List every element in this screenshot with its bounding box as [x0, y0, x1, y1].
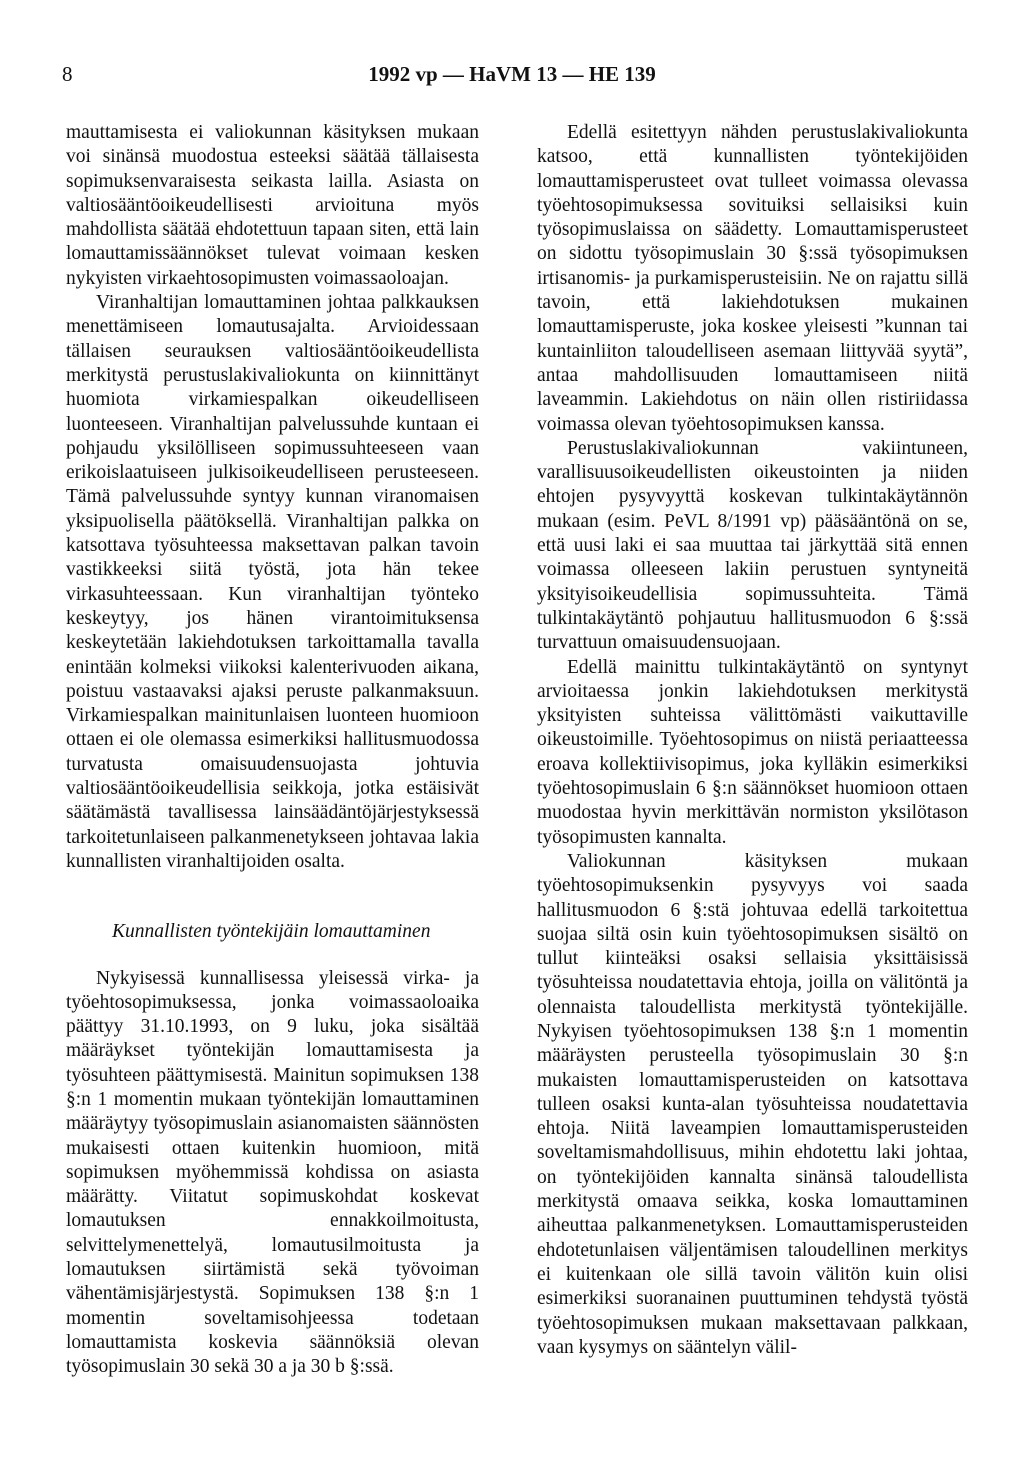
- paragraph: Edellä mainittu tulkintakäytäntö on syntynyt arvioitaessa jonkin lakiehdotuksen merkitystä yksityisten suhteissa välittömästi vaikuttaville oikeustoimille. Työehtosopimus on niistä periaatteessa eroava kollektiivisopimus, joka kylläkin esimerkiksi työehtosopimuslain 6 §:n säännökset huomioon ottaen muodostaa hyvin merkittävän normiston yksilötason työsopimusten kannalta.: [537, 656, 968, 848]
- paragraph: mauttamisesta ei valiokunnan käsityksen mukaan voi sinänsä muodostua esteeksi säätää tällaisesta sopimuksenvaraisesta seikasta lailla. Asiasta on valtiosääntöoikeudellisesti arvioituna myös mahdollista säätää ehdotettuun tapaan siten, että lain lomauttamissäännökset tulevat voimaan kesken nykyisten virkaehtosopimusten voimassaoloajan.: [66, 122, 479, 289]
- page-number: 8: [62, 62, 73, 86]
- left-column: [66, 121, 479, 1380]
- paragraph: Viranhaltijan lomauttaminen johtaa palkkauksen menettämiseen lomautusajalta. Arvioidessaan tällaisen seurauksen valtiosääntöoikeudellista merkitystä perustuslakivaliokunta on kiinnittänyt huomiota virkamiespalkan oikeudelliseen luonteeseen. Viranhaltijan palvelussuhde kuntaan ei pohjaudu yksilölliseen sopimussuhteeseen vaan erikoislaatuiseen julkisoikeudelliseen perusteeseen. Tämä palvelussuhde syntyy kunnan viranomaisen yksipuolisella päätöksellä. Viranhaltijan palkka on katsottava työsuhteessa maksettavan palkan tavoin vastikkeeksi siitä työstä, jota hän tekee virkasuhteessaan. Kun viranhaltijan työnteko keskeytyy, jos hänen virantoimituksensa keskeytetään lakiehdotuksen tarkoittamalla tavalla enintään kolmeksi viikoksi kalenterivuoden aikana, poistuu vastaavaksi ajaksi peruste palkanmaksuun. Virkamiespalkan mainitunlaisen luonteen huomioon ottaen ei ole olemassa esimerkiksi hallitusmuodossa turvatusta omaisuudensuojasta johtuvia valtiosääntöoikeudellisia seikkoja, jotka estäisivät säätämästä tavallisessa lainsäädäntöjärjestyksessä tarkoitetunlaiseen palkanmenetykseen johtavaa lakia kunnallisten viranhaltijoiden osalta.: [66, 292, 479, 872]
- paragraph: Nykyisessä kunnallisessa yleisessä virka- ja työehtosopimuksessa, jonka voimassaoloaika päättyy 31.10.1993, on 9 luku, joka sisältää määräykset työntekijän lomauttamisesta ja työsuhteen päättymisestä. Mainitun sopimuksen 138 §:n 1 momentin mukaan työntekijän lomauttaminen määräytyy työsopimuslain asianomaisten säännösten mukaisesti ottaen kuitenkin huomioon, mitä sopimuksen myöhemmissä kohdissa on asiasta määrätty. Viitatut sopimuskohdat koskevat lomautuksen ennakkoilmoitusta, selvittelymenettelyä, lomautusilmoitusta ja lomautuksen siirtämistä sekä työvoiman vähentämisjärjestystä. Sopimuksen 138 §:n 1 momentin soveltamisohjeessa todetaan lomauttamista koskevia säännöksiä olevan työsopimuslain 30 sekä 30 a ja 30 b §:ssä.: [66, 967, 479, 1378]
- paragraph: Edellä esitettyyn nähden perustuslakivaliokunta katsoo, että kunnallisten työntekijöiden lomauttamisperusteet ovat tulleet voimassa olevassa työehtosopimuksessa sovituiksi sellaisiksi kuin työsopimuslaissa on säädetty. Lomauttamisperusteet on sidottu työsopimuslain 30 §:ssä työsopimuksen irtisanomis- ja purkamisperusteisiin. Ne on rajattu sillä tavoin, että lakiehdotuksen mukainen lomauttamisperuste, joka koskee yleisesti ”kunnan tai kuntainliiton taloudelliseen asemaan liittyvää syytä”, antaa mahdollisuuden lomauttamiseen niitä laveammin. Lakiehdotus on näin ollen ristiriidassa voimassa olevan työehtosopimuksen kanssa.: [537, 122, 968, 435]
- running-header: 1992 vp — HaVM 13 — HE 139: [368, 62, 656, 86]
- paragraph: Perustuslakivaliokunnan vakiintuneen, varallisuusoikeudellisten oikeustointen ja niiden ehtojen pysyvyyttä koskevan tulkintakäytännön mukaan (esim. PeVL 8/1991 vp) pääsääntönä on se, että uusi laki ei saa muuttaa tai järkyttää sitä ennen voimassa olleeseen lakiin perustuen syntyneitä yksityisoikeudellisia sopimussuhteita. Tämä tulkintakäytäntö pohjautuu hallitusmuodon 6 §:ssä turvattuun omaisuudensuojaan.: [537, 437, 968, 654]
- paragraph: Valiokunnan käsityksen mukaan työehtosopimuksenkin pysyvyys voi saada hallitusmuodon 6 §:stä johtuvaa edellä tarkoitettua suojaa siltä osin kuin työehtosopimuksen sisältö on tullut kiinteäksi osaksi sellaisia yksittäisissä työsuhteissa noudatettavia ehtoja, joilla on välitöntä ja olennaista taloudellista merkitystä työntekijälle. Nykyisen työehtosopimuksen 138 §:n 1 momentin määräysten perusteella työsopimuslain 30 §:n mukaisten lomauttamisperusteiden on katsottava tulleen osaksi kunta-alan työsuhteissa noudatettavia ehtoja. Niitä laveampien lomauttamisperusteiden soveltamismahdollisuus, mihin ehdotettu laki johtaa, on työntekijöiden kannalta sinänsä taloudellista merkitystä omaava seikka, koska lomauttaminen aiheuttaa palkanmenetyksen. Lomauttamisperusteiden ehdotetunlaisen väljentämisen taloudellinen merkitys ei kuitenkaan ole sillä tavoin välitön kuin olisi esimerkiksi suoranainen puuttuminen tehdystä työstä työehtosopimuksen mukaan maksettavaan palkkaan, vaan kysymys on sääntelyn välil-: [537, 850, 968, 1358]
- section-heading: Kunnallisten työntekijäin lomauttaminen: [112, 921, 431, 943]
- right-column: [537, 121, 968, 1360]
